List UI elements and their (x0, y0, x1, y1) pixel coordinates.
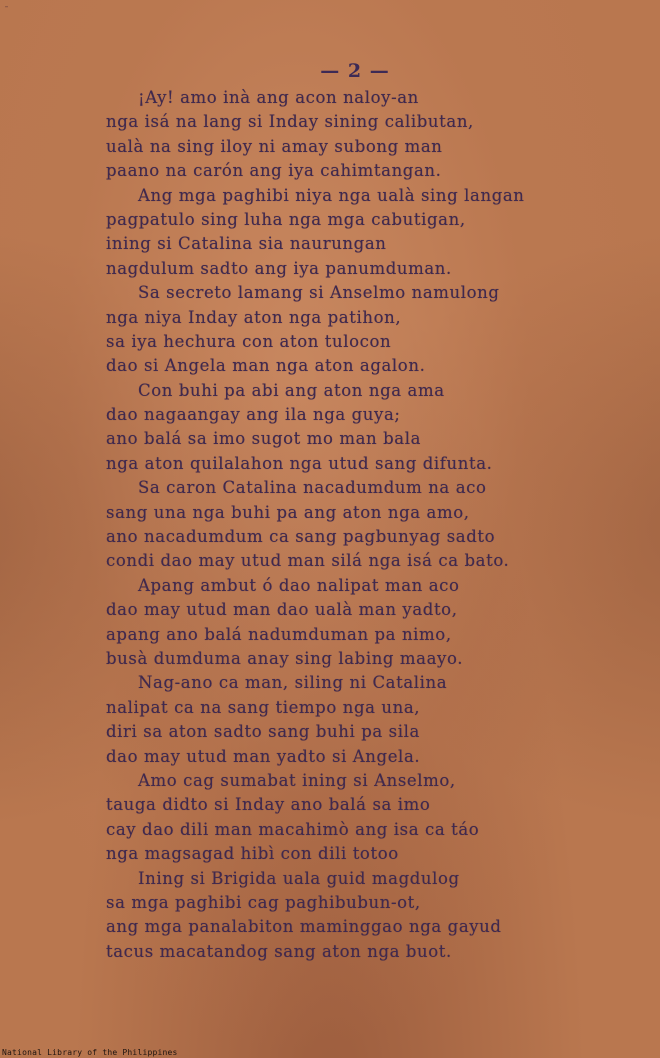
poem-line: dao nagaangay ang ila nga guya; (106, 405, 401, 425)
stanza-3 (106, 281, 626, 379)
poem-line: paano na carón ang iya cahimtangan. (106, 161, 442, 181)
poem-line: Sa secreto lamang si Anselmo namulong (138, 283, 500, 303)
poem-line: nga aton quilalahon nga utud sang difunta. (106, 453, 493, 473)
poem-line: sang una nga buhi pa ang aton nga amo, (106, 502, 470, 522)
poem-line: apang ano balá nadumduman pa nimo, (106, 624, 452, 644)
poem-line: pagpatulo sing luha nga mga cabutigan, (106, 209, 466, 229)
poem-line: Ang mga paghibi niya nga ualà sing langan (138, 185, 525, 205)
poem-line: Ining si Brigida uala guid magdulog (138, 868, 460, 888)
poem-line: ining si Catalina sia naurungan (106, 234, 387, 254)
stanza-1 (106, 86, 626, 184)
poem-line: Nag-ano ca man, siling ni Catalina (138, 673, 448, 693)
poem-line: dao may utud man yadto si Angela. (106, 746, 421, 766)
stanza-6 (106, 574, 626, 672)
poem-line: nagdulum sadto ang iya panumduman. (106, 258, 452, 278)
stanza-8 (106, 769, 626, 867)
poem-line: condi dao may utud man silá nga isá ca bato. (106, 551, 510, 571)
poem-line: ano balá sa imo sugot mo man bala (106, 429, 422, 449)
poem-line: dao si Angela man nga aton agalon. (106, 356, 426, 376)
poem-line: cay dao dili man macahimò ang isa ca táo (106, 819, 480, 839)
poem-line: ano nacadumdum ca sang pagbunyag sadto (106, 527, 496, 547)
scan-mark: ¯ (4, 6, 9, 17)
poem-line: busà dumduma anay sing labing maayo. (106, 648, 464, 668)
poem-line: tacus macatandog sang aton nga buot. (106, 941, 452, 961)
stanza-7 (106, 671, 626, 769)
stanza-2 (106, 184, 626, 282)
poem-line: ualà na sing iloy ni amay subong man (106, 136, 443, 156)
poem-line: sa mga paghibi cag paghibubun-ot, (106, 892, 421, 912)
poem-line: diri sa aton sadto sang buhi pa sila (106, 722, 420, 742)
page-number: — 2 — (320, 60, 390, 82)
poem-line: ang mga panalabiton maminggao nga gayud (106, 917, 502, 937)
poem-line: Sa caron Catalina nacadumdum na aco (138, 478, 487, 498)
library-footer: National Library of the Philippines (2, 1048, 178, 1057)
stanza-4 (106, 379, 626, 477)
stanza-5 (106, 476, 626, 574)
poem-line: ¡Ay! amo inà ang acon naloy-an (138, 88, 419, 107)
poem-line: Amo cag sumabat ining si Anselmo, (138, 770, 456, 790)
poem-line: tauga didto si Inday ano balá sa imo (106, 795, 431, 815)
poem-body (106, 86, 626, 964)
poem-line: nalipat ca na sang tiempo nga una, (106, 697, 421, 717)
poem-line: sa iya hechura con aton tulocon (106, 331, 392, 351)
poem-line: dao may utud man dao ualà man yadto, (106, 600, 458, 620)
poem-line: Apang ambut ó dao nalipat man aco (138, 575, 460, 595)
poem-line: nga isá na lang si Inday sining calibutan, (106, 112, 474, 132)
poem-line: nga niya Inday aton nga patihon, (106, 307, 402, 327)
poem-line: Con buhi pa abi ang aton nga ama (138, 380, 445, 400)
stanza-9 (106, 867, 626, 965)
poem-line: nga magsagad hibì con dili totoo (106, 844, 399, 864)
